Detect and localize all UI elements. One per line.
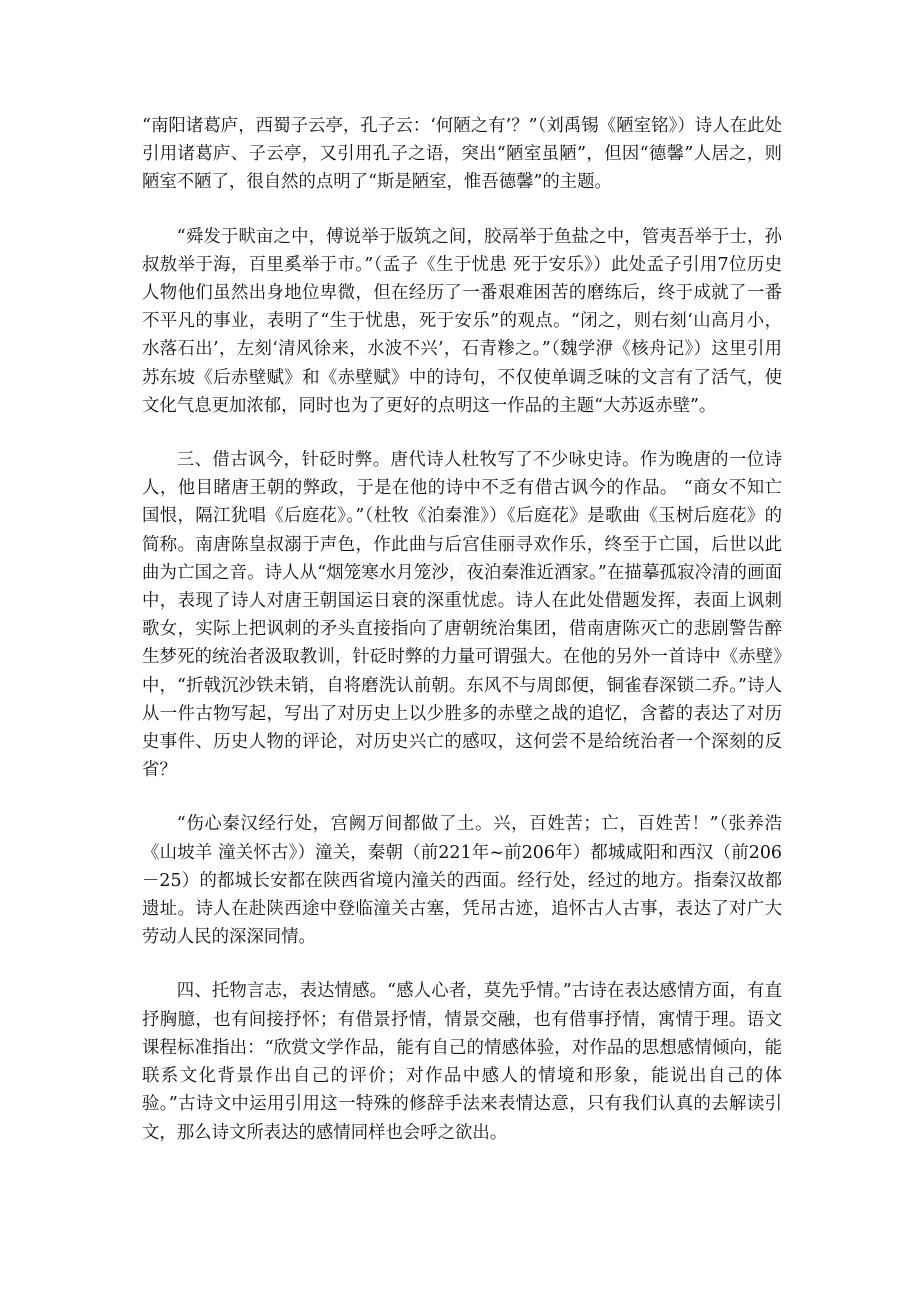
paragraph-section-three: 三、借古讽今，针砭时弊。唐代诗人杜牧写了不少咏史诗。作为晚唐的一位诗人，他目睹唐王朝的弊政，于是在他的诗中不乏有借古讽今的作品。 “商女不知亡国恨，隔江犹唱《后庭花》。”（杜牧《泊秦淮》）《后庭花》是歌曲《玉树后庭花》的简称。南唐陈皇叔溺于声色，作此曲与后宫佳丽寻欢作乐，终至于亡国，后世以此曲为亡国之音。诗人从“烟笼寒水月笼沙，夜泊秦淮近酒家。”在描摹孤寂冷清的画面中，表现了诗人对唐王朝国运日衰的深重忧虑。诗人在此处借题发挥，表面上讽刺歌女，实际上把讽刺的矛头直接指向了唐朝统治集团，借南唐陈灭亡的悲剧警告醉生梦死的统治者汲取教训，针砭时弊的力量可谓强大。在他的另外一首诗中《赤壁》中，“折戟沉沙铁未销，自将磨洗认前朝。东风不与周郎便，铜雀春深锁二乔。”诗人从一件古物写起，写出了对历史上以少胜多的赤壁之战的追忆，含蓄的表达了对历史事件、历史人物的评论，对历史兴亡的感叹，这何尝不是给统治者一个深刻的反省？	[142, 450, 782, 781]
paragraph-lou-shi-ming: “南阳诸葛庐，西蜀子云亭，孔子云：‘何陋之有’？”（刘禹锡《陋室铭》）诗人在此处引用诸葛庐、子云亭，又引用孔子之语，突出“陋室虽陋”，但因“德馨”人居之，则陋室不陋了，很自然的点明了“斯是陋室，惟吾德馨”的主题。	[142, 116, 782, 193]
paragraph-shan-po-yang: “伤心秦汉经行处，宫阙万间都做了土。兴，百姓苦；亡，百姓苦！”（张养浩《山坡羊 潼关怀古》）潼关，秦朝（前221年~前206年）都城咸阳和西汉（前206－25）的都城长安都在陕西省境内潼关的西面。经行处，经过的地方。指秦汉故都遗址。诗人在赴陕西途中登临潼关古塞，凭吊古迹，追怀古人古事，表达了对广大劳动人民的深深同情。	[142, 814, 782, 948]
paragraph-section-four: 四、托物言志，表达情感。“感人心者，莫先乎情。”古诗在表达感情方面，有直抒胸臆，也有间接抒怀；有借景抒情，情景交融，也有借事抒情，寓情于理。语文课程标准指出：“欣赏文学作品，能有自己的情感体验，对作品的思想感情倾向，能联系文化背景作出自己的评价；对作品中感人的情境和形象，能说出自己的体验。”古诗文中运用引用这一特殊的修辞手法来表情达意，只有我们认真的去解读引文，那么诗文所表达的感情同样也会呼之欲出。	[142, 981, 782, 1143]
paragraph-sheng-yu-you-huan: “舜发于畎亩之中，傅说举于版筑之间，胶鬲举于鱼盐之中，管夷吾举于士，孙叔敖举于海，百里奚举于市。”（孟子《生于忧患 死于安乐》）此处孟子引用7位历史人物他们虽然出身地位卑微，但在经历了一番艰难困苦的磨练后，终于成就了一番不平凡的事业，表明了“生于忧患，死于安乐”的观点。“闭之，则右刻‘山高月小，水落石出’，左刻‘清风徐来，水波不兴’，石青糁之。”（魏学洢《核舟记》）这里引用苏东坡《后赤壁赋》和《赤壁赋》中的诗句，不仅使单调乏味的文言有了活气，使文化气息更加浓郁，同时也为了更好的点明这一作品的主题“大苏返赤壁”。	[142, 226, 782, 416]
document-body	[142, 112, 782, 1173]
